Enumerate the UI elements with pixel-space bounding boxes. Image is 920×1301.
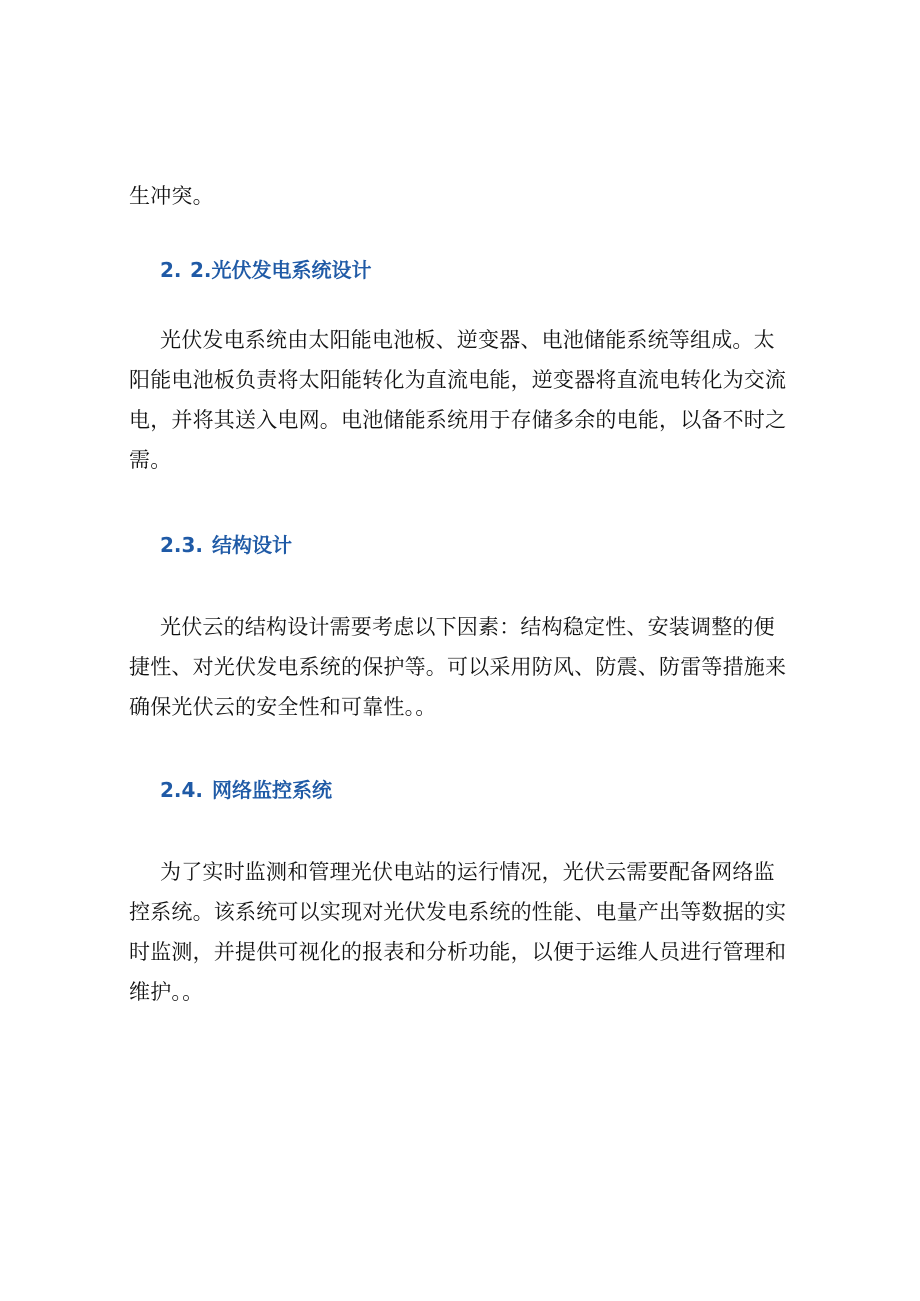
section-title: 2.光伏发电系统设计 [190, 258, 372, 282]
section-heading-pv-system [160, 256, 372, 284]
continuation-paragraph [129, 176, 793, 216]
section-title: 网络监控系统 [212, 778, 332, 802]
section-heading-structure [160, 531, 292, 559]
section-number: 2.4. [160, 778, 204, 802]
paragraph-line: 阳能电池板负责将太阳能转化为直流电能，逆变器将直流电转化为交流 [129, 368, 787, 392]
paragraph-line: 需。 [129, 448, 172, 472]
paragraph-line: 捷性、对光伏发电系统的保护等。可以采用防风、防震、防雷等措施来 [129, 655, 787, 679]
paragraph-line: 光伏云的结构设计需要考虑以下因素：结构稳定性、安装调整的便 [160, 615, 775, 639]
paragraph-line: 为了实时监测和管理光伏电站的运行情况，光伏云需要配备网络监 [160, 860, 775, 884]
section-title: 结构设计 [212, 533, 292, 557]
paragraph-line: 维护。。 [129, 980, 204, 1004]
structure-paragraph [129, 607, 793, 727]
paragraph-line: 生冲突。 [129, 184, 214, 208]
paragraph-line: 电，并将其送入电网。电池储能系统用于存储多余的电能，以备不时之 [129, 408, 787, 432]
paragraph-line: 确保光伏云的安全性和可靠性。。 [129, 695, 437, 719]
pv-system-paragraph [129, 320, 793, 480]
paragraph-line: 光伏发电系统由太阳能电池板、逆变器、电池储能系统等组成。太 [160, 328, 775, 352]
paragraph-line: 时监测，并提供可视化的报表和分析功能，以便于运维人员进行管理和 [129, 940, 787, 964]
section-number: 2.3. [160, 533, 204, 557]
section-number: 2. [160, 258, 182, 282]
network-monitoring-paragraph [129, 852, 793, 1012]
section-heading-network-monitoring [160, 776, 332, 804]
paragraph-line: 控系统。该系统可以实现对光伏发电系统的性能、电量产出等数据的实 [129, 900, 787, 924]
